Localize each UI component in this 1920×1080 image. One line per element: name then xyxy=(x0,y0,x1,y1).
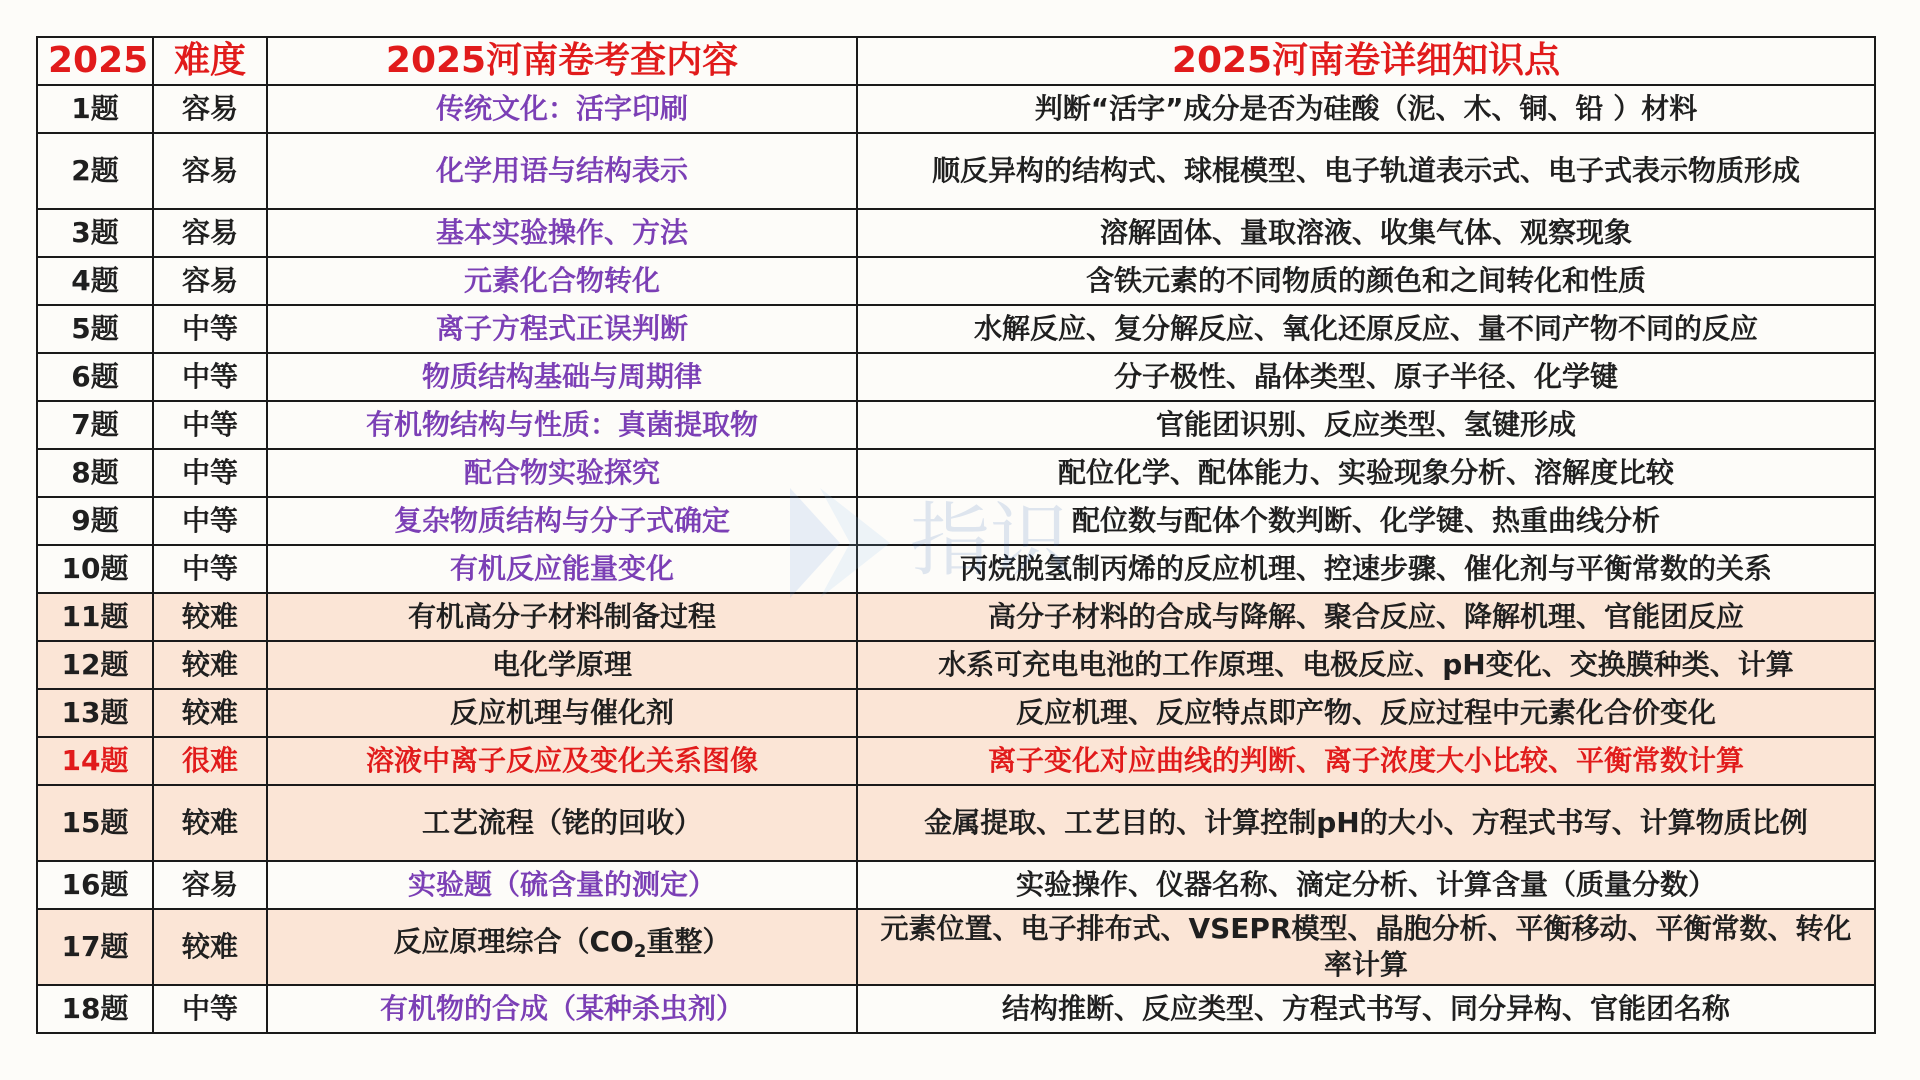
header-row xyxy=(37,37,1875,85)
topic-cell xyxy=(267,909,857,985)
table-row xyxy=(37,545,1875,593)
detail-cell: 分子极性、晶体类型、原子半径、化学键 xyxy=(857,353,1875,401)
question-number: 9题 xyxy=(37,497,153,545)
difficulty-level: 较难 xyxy=(153,689,267,737)
difficulty-level: 较难 xyxy=(153,909,267,985)
table-row-very-hard xyxy=(37,737,1875,785)
table-row xyxy=(37,133,1875,209)
question-number: 7题 xyxy=(37,401,153,449)
header-year: 2025 xyxy=(37,37,153,85)
detail-cell: 离子变化对应曲线的判断、离子浓度大小比较、平衡常数计算 xyxy=(857,737,1875,785)
table-row xyxy=(37,449,1875,497)
detail-cell: 溶解固体、量取溶液、收集气体、观察现象 xyxy=(857,209,1875,257)
difficulty-level: 容易 xyxy=(153,209,267,257)
difficulty-level: 较难 xyxy=(153,641,267,689)
difficulty-level: 容易 xyxy=(153,861,267,909)
question-number: 2题 xyxy=(37,133,153,209)
question-number: 1题 xyxy=(37,85,153,133)
table-row xyxy=(37,861,1875,909)
header-content: 2025河南卷考查内容 xyxy=(267,37,857,85)
topic-cell: 物质结构基础与周期律 xyxy=(267,353,857,401)
topic-text-post: 重整） xyxy=(646,925,731,958)
difficulty-level: 较难 xyxy=(153,785,267,861)
topic-cell: 化学用语与结构表示 xyxy=(267,133,857,209)
topic-cell: 传统文化：活字印刷 xyxy=(267,85,857,133)
detail-cell: 金属提取、工艺目的、计算控制pH的大小、方程式书写、计算物质比例 xyxy=(857,785,1875,861)
difficulty-level: 中等 xyxy=(153,401,267,449)
question-number: 11题 xyxy=(37,593,153,641)
question-number: 12题 xyxy=(37,641,153,689)
table-row xyxy=(37,689,1875,737)
difficulty-level: 容易 xyxy=(153,85,267,133)
detail-cell: 实验操作、仪器名称、滴定分析、计算含量（质量分数） xyxy=(857,861,1875,909)
difficulty-level: 容易 xyxy=(153,257,267,305)
detail-cell: 反应机理、反应特点即产物、反应过程中元素化合价变化 xyxy=(857,689,1875,737)
detail-cell: 含铁元素的不同物质的颜色和之间转化和性质 xyxy=(857,257,1875,305)
detail-cell: 水系可充电电池的工作原理、电极反应、pH变化、交换膜种类、计算 xyxy=(857,641,1875,689)
topic-cell: 元素化合物转化 xyxy=(267,257,857,305)
topic-cell: 有机物的合成（某种杀虫剂） xyxy=(267,985,857,1033)
exam-analysis-table xyxy=(36,36,1876,1034)
topic-cell: 有机高分子材料制备过程 xyxy=(267,593,857,641)
header-knowledge: 2025河南卷详细知识点 xyxy=(857,37,1875,85)
table-row xyxy=(37,305,1875,353)
topic-text-pre: 反应原理综合（CO xyxy=(393,925,634,958)
question-number: 8题 xyxy=(37,449,153,497)
question-number: 10题 xyxy=(37,545,153,593)
table-row xyxy=(37,353,1875,401)
topic-cell: 电化学原理 xyxy=(267,641,857,689)
table-row xyxy=(37,641,1875,689)
topic-cell: 反应机理与催化剂 xyxy=(267,689,857,737)
topic-cell: 工艺流程（铑的回收） xyxy=(267,785,857,861)
topic-cell: 实验题（硫含量的测定） xyxy=(267,861,857,909)
difficulty-level: 容易 xyxy=(153,133,267,209)
topic-cell: 基本实验操作、方法 xyxy=(267,209,857,257)
difficulty-level: 中等 xyxy=(153,985,267,1033)
question-number: 3题 xyxy=(37,209,153,257)
difficulty-level: 中等 xyxy=(153,545,267,593)
difficulty-level: 中等 xyxy=(153,449,267,497)
topic-cell: 配合物实验探究 xyxy=(267,449,857,497)
question-number: 13题 xyxy=(37,689,153,737)
topic-cell: 溶液中离子反应及变化关系图像 xyxy=(267,737,857,785)
detail-cell: 顺反异构的结构式、球棍模型、电子轨道表示式、电子式表示物质形成 xyxy=(857,133,1875,209)
table-row xyxy=(37,257,1875,305)
question-number: 14题 xyxy=(37,737,153,785)
detail-cell: 配位化学、配体能力、实验现象分析、溶解度比较 xyxy=(857,449,1875,497)
table-row xyxy=(37,209,1875,257)
difficulty-level: 较难 xyxy=(153,593,267,641)
topic-subscript: 2 xyxy=(633,941,647,962)
table-row xyxy=(37,985,1875,1033)
topic-cell: 有机物结构与性质：真菌提取物 xyxy=(267,401,857,449)
detail-cell: 元素位置、电子排布式、VSEPR模型、晶胞分析、平衡移动、平衡常数、转化率计算 xyxy=(857,909,1875,985)
difficulty-level: 中等 xyxy=(153,497,267,545)
detail-cell: 丙烷脱氢制丙烯的反应机理、控速步骤、催化剂与平衡常数的关系 xyxy=(857,545,1875,593)
table-row xyxy=(37,593,1875,641)
topic-cell: 复杂物质结构与分子式确定 xyxy=(267,497,857,545)
detail-cell: 结构推断、反应类型、方程式书写、同分异构、官能团名称 xyxy=(857,985,1875,1033)
table-row xyxy=(37,85,1875,133)
question-number: 17题 xyxy=(37,909,153,985)
detail-cell: 官能团识别、反应类型、氢键形成 xyxy=(857,401,1875,449)
detail-cell: 水解反应、复分解反应、氧化还原反应、量不同产物不同的反应 xyxy=(857,305,1875,353)
table-row xyxy=(37,401,1875,449)
question-number: 5题 xyxy=(37,305,153,353)
table-row xyxy=(37,909,1875,985)
difficulty-level: 中等 xyxy=(153,305,267,353)
question-number: 6题 xyxy=(37,353,153,401)
question-number: 16题 xyxy=(37,861,153,909)
topic-cell: 离子方程式正误判断 xyxy=(267,305,857,353)
question-number: 15题 xyxy=(37,785,153,861)
question-number: 18题 xyxy=(37,985,153,1033)
table-row xyxy=(37,497,1875,545)
table-row xyxy=(37,785,1875,861)
difficulty-level: 中等 xyxy=(153,353,267,401)
exam-table-container xyxy=(36,36,1874,1034)
detail-cell: 高分子材料的合成与降解、聚合反应、降解机理、官能团反应 xyxy=(857,593,1875,641)
detail-cell: 判断“活字”成分是否为硅酸（泥、木、铜、铅 ）材料 xyxy=(857,85,1875,133)
topic-cell: 有机反应能量变化 xyxy=(267,545,857,593)
difficulty-level: 很难 xyxy=(153,737,267,785)
question-number: 4题 xyxy=(37,257,153,305)
header-difficulty: 难度 xyxy=(153,37,267,85)
detail-cell: 配位数与配体个数判断、化学键、热重曲线分析 xyxy=(857,497,1875,545)
